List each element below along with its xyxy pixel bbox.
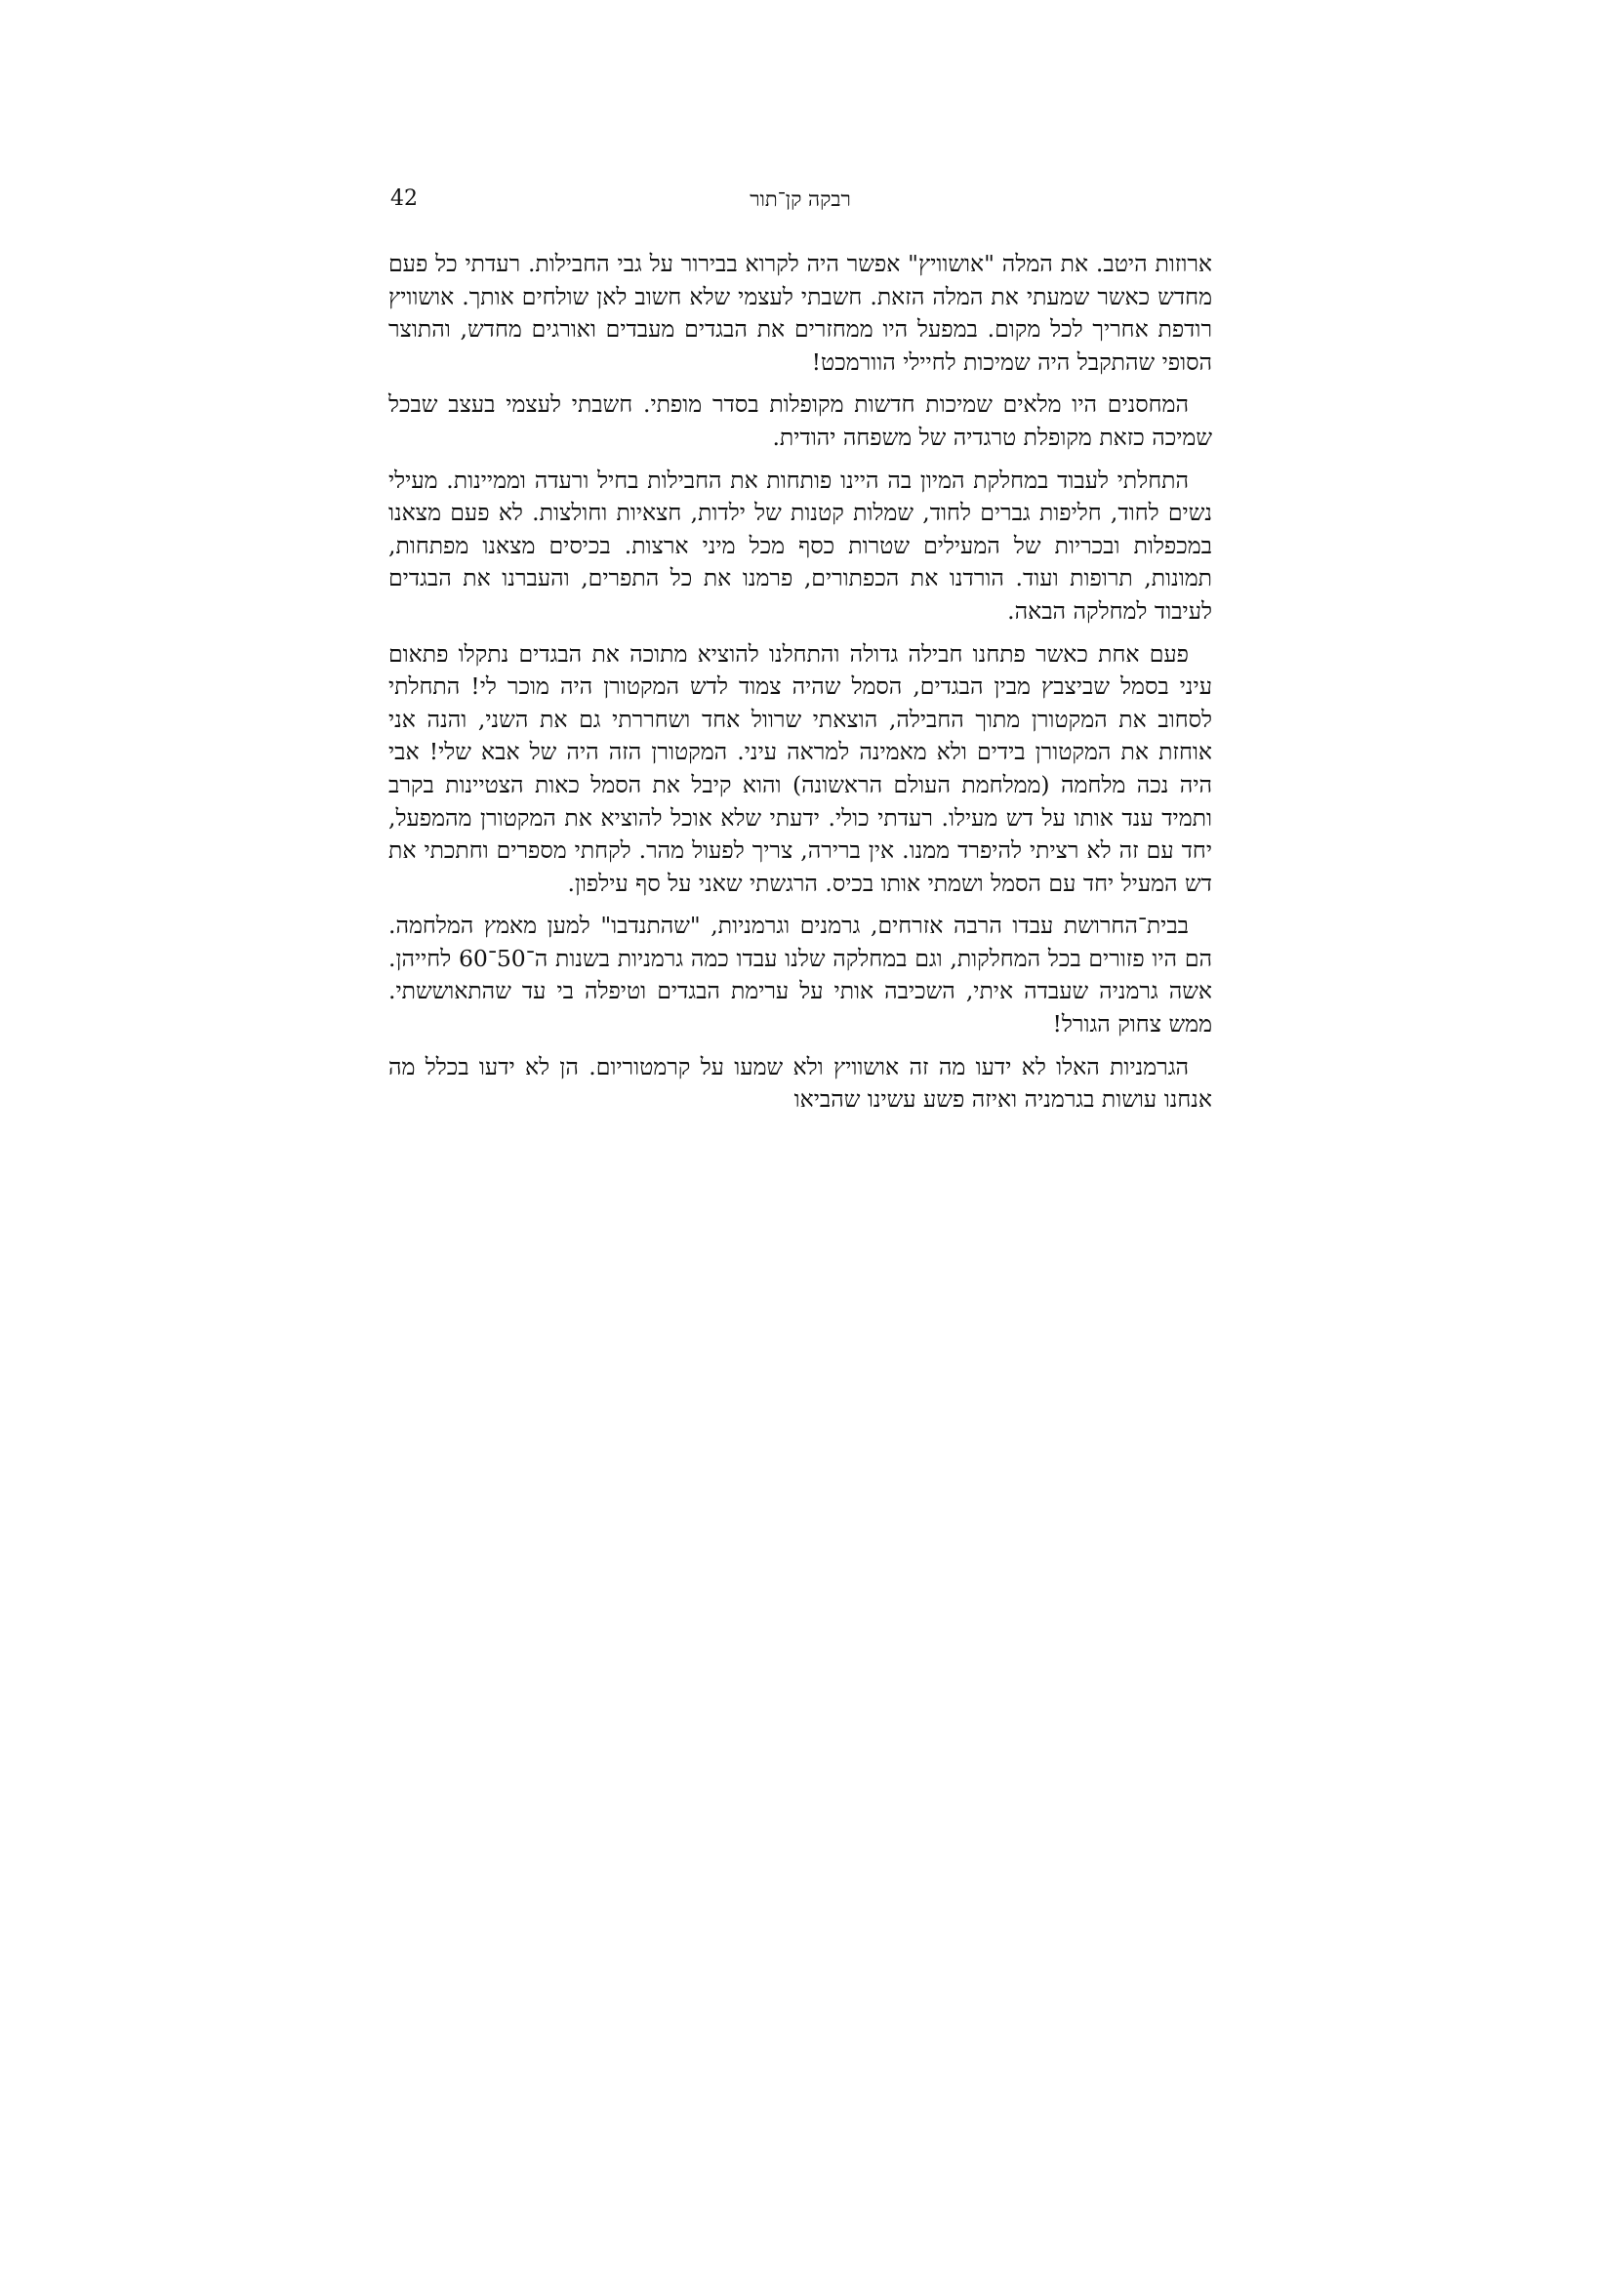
paragraph-6: הגרמניות האלו לא ידעו מה זה אושוויץ ולא שמעו על קרמטוריום. הן לא ידעו בכלל מה אנחנו עושות בגרמניה ואיזה פשע עשינו שהביאו	[388, 1052, 1212, 1114]
paragraph-1: ארוזות היטב. את המלה "אושוויץ" אפשר היה לקרוא בבירור על גבי החבילות. רעדתי כל פעם מחדש כאשר שמעתי את המלה הזאת. חשבתי לעצמי שלא חשוב לאן שולחים אותך. אושוויץ רודפת אחריך לכל מקום. במפעל היו ממחזרים את הבגדים מעבדים ואורגים מחדש, והתוצר הסופי שהתקבל היה שמיכות לחיילי הוורמכט!	[388, 250, 1212, 376]
body-text	[388, 248, 1212, 1117]
page-number: 42	[390, 186, 418, 211]
paragraph-4: פעם אחת כאשר פתחנו חבילה גדולה והתחלנו להוציא מתוכה את הבגדים נתקלו פתאום עיני בסמל שביצבץ מבין הבגדים, הסמל שהיה צמוד לדש המקטורן היה מוכר לי! התחלתי לסחוב את המקטורן מתוך החבילה, הוצאתי שרוול אחד ושחררתי גם את השני, והנה אני אוחזת את המקטורן בידים ולא מאמינה למראה עיני. המקטורן הזה היה של אבא שלי! אבי היה נכה מלחמה (ממלחמת העולם הראשונה) והוא קיבל את הסמל כאות הצטיינות בקרב ותמיד ענד אותו על דש מעילו. רעדתי כולי. ידעתי שלא אוכל להוציא את המקטורן מהמפעל, יחד עם זה לא רציתי להיפרד ממנו. אין ברירה, צריך לפעול מהר. לקחתי מספרים וחתכתי את דש המעיל יחד עם הסמל ושמתי אותו בכיס. הרגשתי שאני על סף עילפון.	[388, 639, 1212, 897]
page-header	[388, 180, 1212, 219]
paragraph-3: התחלתי לעבוד במחלקת המיון בה היינו פותחות את החבילות בחיל ורעדה וממיינות. מעילי נשים לחוד, חליפות גברים לחוד, שמלות קטנות של ילדות, חצאיות וחולצות. לא פעם מצאנו במכפלות ובכריות של המעילים שטרות כסף מכל מיני ארצות. בכיסים מצאנו מפתחות, תמונות, תרופות ועוד. הורדנו את הכפתורים, פרמנו את כל התפרים, והעברנו את הבגדים לעיבוד למחלקה הבאה.	[388, 466, 1212, 625]
running-title: רבקה קן־תור	[750, 187, 851, 211]
paragraph-2: המחסנים היו מלאים שמיכות חדשות מקופלות בסדר מופתי. חשבתי לעצמי בעצב שבכל שמיכה כזאת מקופלת טרגדיה של משפחה יהודית.	[388, 390, 1212, 451]
paragraph-5: בבית־החרושת עבדו הרבה אזרחים, גרמנים וגרמניות, "שהתנדבו" למען מאמץ המלחמה. הם היו פזורים בכל המחלקות, וגם במחלקה שלנו עבדו כמה גרמניות בשנות ה־50־60 לחייהן. אשה גרמניה שעבדה איתי, השכיבה אותי על ערימת הבגדים וטיפלה בי עד שהתאוששתי. ממש צחוק הגורל!	[388, 912, 1212, 1038]
